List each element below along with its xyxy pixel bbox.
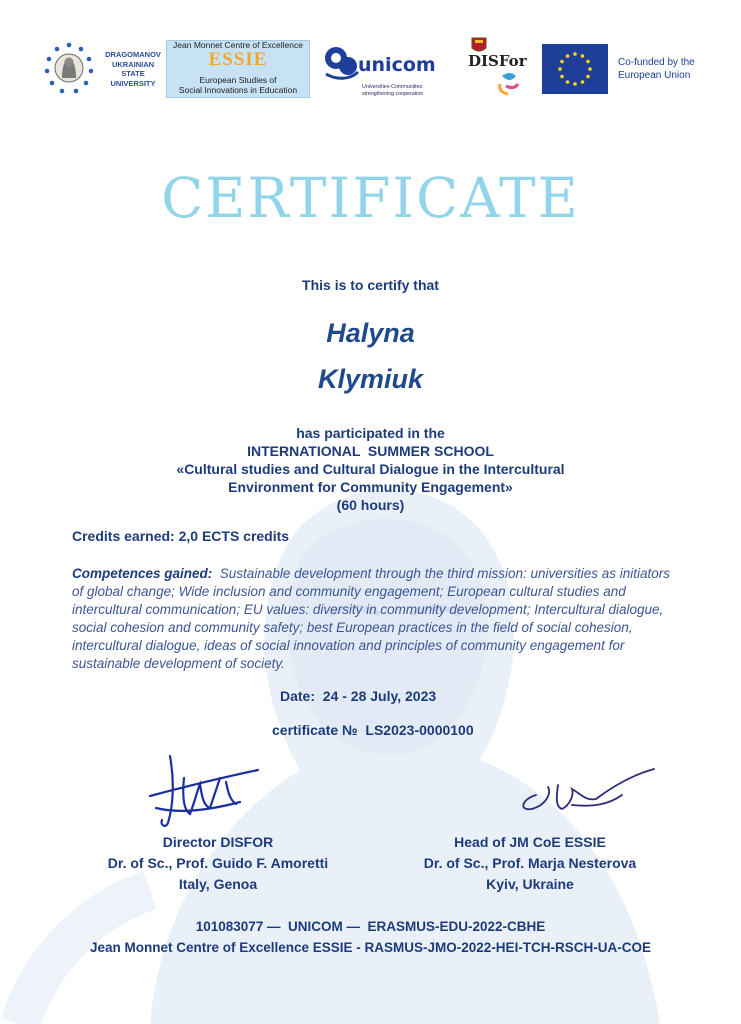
unicom-mark-icon <box>322 44 362 84</box>
eu-star <box>566 80 570 84</box>
eu-star <box>566 54 570 58</box>
eu-star <box>581 80 585 84</box>
eu-star <box>573 52 577 56</box>
essie-logo <box>166 40 310 98</box>
program-title-line-2: Environment for Community Engagement» <box>228 479 513 495</box>
eu-flag-icon <box>542 44 608 94</box>
eu-star <box>560 60 564 64</box>
university-emblem-icon <box>40 40 98 96</box>
disfor-wordmark: DISFor <box>468 52 527 70</box>
eu-star <box>581 54 585 58</box>
signatory-right-place: Kyiv, Ukraine <box>486 876 574 892</box>
competences-text: Sustainable development through the third mission: universities as initiators of global change; Wide inclusion and community engagement; European cultural studies and intercultural communication; EU values: diversity in community development; Intercultural dialogue, social cohesion and community safety; best European practices in the field of social cohesion, intercultural dialogue, ideas of social innovation and principles of community engagement for sustainable development of society. <box>72 566 671 671</box>
signatory-right <box>380 832 680 895</box>
certificate-title: CERTIFICATE <box>161 166 580 230</box>
eu-star <box>586 60 590 64</box>
signatory-left-name: Dr. of Sc., Prof. Guido F. Amoretti <box>107 855 329 871</box>
unicom-wordmark: unicom <box>358 54 436 76</box>
grant-footer <box>0 916 741 958</box>
program-hours: (60 hours) <box>336 497 405 513</box>
signatory-left-role: Director DISFOR <box>162 834 274 850</box>
essie-subtitle: European Studies of Social Innovations in Education <box>178 75 298 95</box>
certify-line: This is to certify that <box>302 277 439 293</box>
signatory-right-name: Dr. of Sc., Prof. Marja Nesterova <box>423 855 637 871</box>
disfor-logo <box>462 36 532 100</box>
certificate-number: certificate № LS2023-0000100 <box>272 722 474 738</box>
essie-name: ESSIE <box>208 49 268 70</box>
signature-left <box>140 748 270 830</box>
eu-star <box>573 82 577 86</box>
eu-star <box>586 75 590 79</box>
dsu-name-text: DRAGOMANOV UKRAINIAN STATE UNIVERSITY <box>105 50 161 88</box>
grant-line-1: 101083077 — UNICOM — ERASMUS-EDU-2022-CBHE <box>195 919 546 934</box>
program-type: INTERNATIONAL SUMMER SCHOOL <box>247 443 494 459</box>
dragomanov-university-logo <box>40 40 164 96</box>
signatory-right-role: Head of JM CoE ESSIE <box>454 834 606 850</box>
eu-star <box>588 67 592 71</box>
program-title-line-1: «Cultural studies and Cultural Dialogue in the Intercultural <box>176 461 565 477</box>
recipient-first-name: Halyna <box>326 318 415 348</box>
participation-line: has participated in the <box>296 425 445 441</box>
eu-stars-ring <box>542 44 608 94</box>
competences-label: Competences gained: <box>72 566 213 581</box>
recipient-last-name: Klymiuk <box>317 364 424 394</box>
unicom-tagline: Universities-Communities: strengthening cooperation <box>362 84 424 97</box>
grant-line-2: Jean Monnet Centre of Excellence ESSIE - RASMUS-JMO-2022-HEI-TCH-RSCH-UA-COE <box>89 940 652 955</box>
participation-statement <box>0 424 741 514</box>
signatory-left <box>68 832 368 895</box>
eu-cofunded-text: Co-funded by the European Union <box>618 57 695 81</box>
signature-right <box>512 765 662 825</box>
signatory-left-place: Italy, Genoa <box>178 876 258 892</box>
essie-top-line: Jean Monnet Centre of Excellence <box>173 40 303 50</box>
eu-star <box>558 67 562 71</box>
eu-cofunded-logo <box>542 44 702 96</box>
unicom-logo <box>322 40 452 102</box>
eu-star <box>560 75 564 79</box>
credits-earned: Credits earned: 2,0 ECTS credits <box>72 528 290 544</box>
competences-paragraph <box>72 565 682 673</box>
course-date: Date: 24 - 28 July, 2023 <box>280 688 437 704</box>
